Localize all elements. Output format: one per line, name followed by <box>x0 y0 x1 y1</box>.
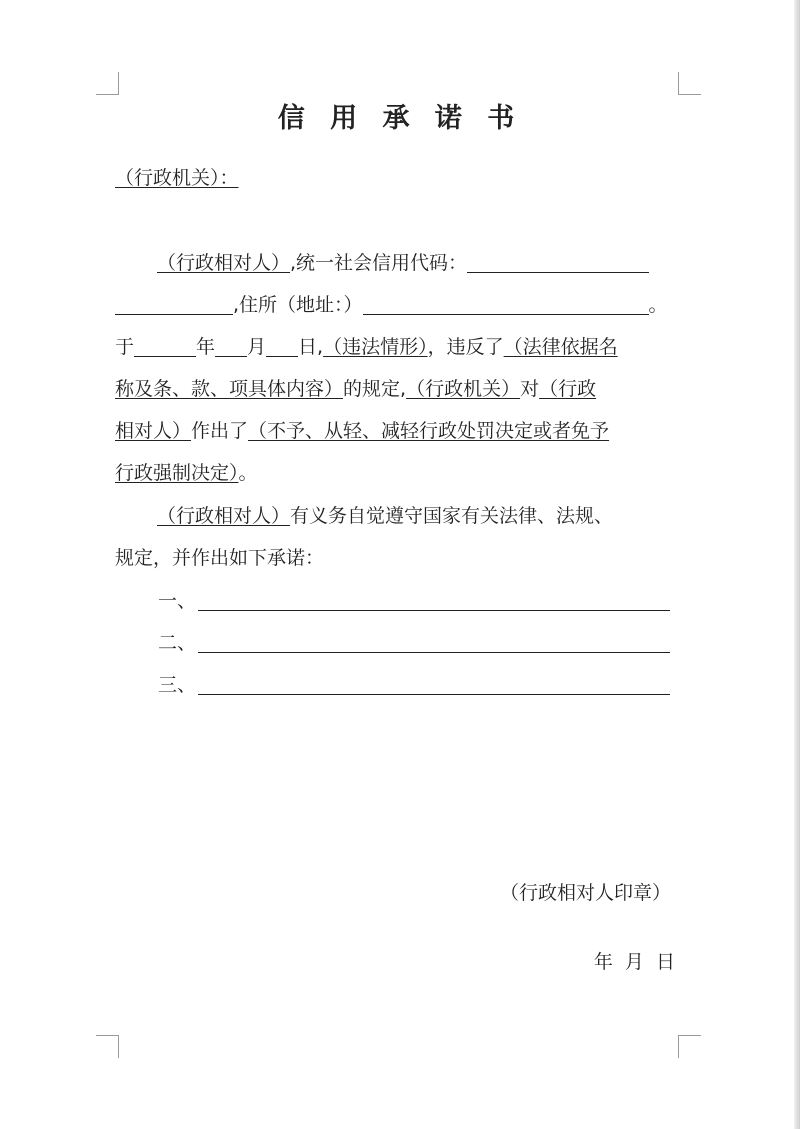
decision-placeholder-cont: 行政强制决定） <box>115 462 239 484</box>
commitment-item-2 <box>158 630 670 656</box>
para1-line3 <box>115 334 678 360</box>
credit-code-label: ,统一社会信用代码： <box>290 252 468 274</box>
bottom-left-margin-mark <box>96 1035 119 1058</box>
date-line <box>115 923 675 975</box>
law-basis-placeholder: （法律依据名 <box>503 336 618 358</box>
document-title: 信 用 承 诺 书 <box>277 103 523 134</box>
para2-text2: 规定，并作出如下承诺： <box>115 547 325 569</box>
year-label: 年 <box>196 336 216 358</box>
subject-placeholder-2-cont: 相对人） <box>115 420 192 442</box>
para1-line1 <box>115 250 678 276</box>
commitment-item-1 <box>158 588 670 614</box>
item-number-3: 三、 <box>158 674 197 696</box>
seal-label: （行政相对人印章） <box>499 882 671 904</box>
para2-text1: 有义务自觉遵守国家有关法律、法规、 <box>290 505 614 527</box>
made-text: 作出了 <box>191 420 249 442</box>
page-edge-shadow <box>794 0 800 1129</box>
day-label: 日, <box>298 336 324 358</box>
para1-line4 <box>115 376 678 402</box>
top-right-margin-mark <box>678 72 701 95</box>
subject-placeholder-3: （行政相对人） <box>157 505 291 527</box>
bottom-right-margin-mark <box>678 1035 701 1058</box>
dui-text: 对 <box>520 378 540 400</box>
subject-placeholder-2: （行政 <box>539 378 597 400</box>
period: 。 <box>648 294 668 316</box>
agency-placeholder: （行政机关） <box>406 378 521 400</box>
seal-line <box>115 880 671 906</box>
addressee-line <box>115 165 678 191</box>
commitment-blank-3[interactable] <box>198 674 670 695</box>
address-label: ,住所（地址：） <box>233 294 363 316</box>
address-blank[interactable] <box>363 294 649 315</box>
credit-code-blank-cont[interactable] <box>115 294 233 315</box>
law-basis-placeholder-cont: 称及条、款、项具体内容） <box>115 378 344 400</box>
violated-text: ，违反了 <box>427 336 504 358</box>
day-blank[interactable] <box>266 336 298 357</box>
para1-line6 <box>115 460 678 486</box>
addressee: （行政机关）： <box>115 167 239 189</box>
para2-line1 <box>115 503 678 529</box>
signature-date: 年 月 日 <box>593 951 675 973</box>
para2-line2 <box>115 545 678 571</box>
violation-placeholder: （违法情形） <box>323 336 428 358</box>
para1-line2 <box>115 292 678 318</box>
item-number-2: 二、 <box>158 632 197 654</box>
para1-end: 。 <box>238 462 258 484</box>
credit-code-blank[interactable] <box>467 252 649 273</box>
year-blank[interactable] <box>134 336 196 357</box>
provision-text: 的规定, <box>343 378 407 400</box>
top-left-margin-mark <box>96 72 119 95</box>
subject-placeholder: （行政相对人） <box>157 252 291 274</box>
para1-line5 <box>115 418 678 444</box>
month-label: 月 <box>247 336 267 358</box>
yu-text: 于 <box>115 336 135 358</box>
item-number-1: 一、 <box>158 590 197 612</box>
month-blank[interactable] <box>215 336 247 357</box>
decision-placeholder: （不予、从轻、减轻行政处罚决定或者免予 <box>248 420 610 442</box>
commitment-item-3 <box>158 672 670 698</box>
commitment-blank-1[interactable] <box>198 590 670 611</box>
commitment-blank-2[interactable] <box>198 632 670 653</box>
